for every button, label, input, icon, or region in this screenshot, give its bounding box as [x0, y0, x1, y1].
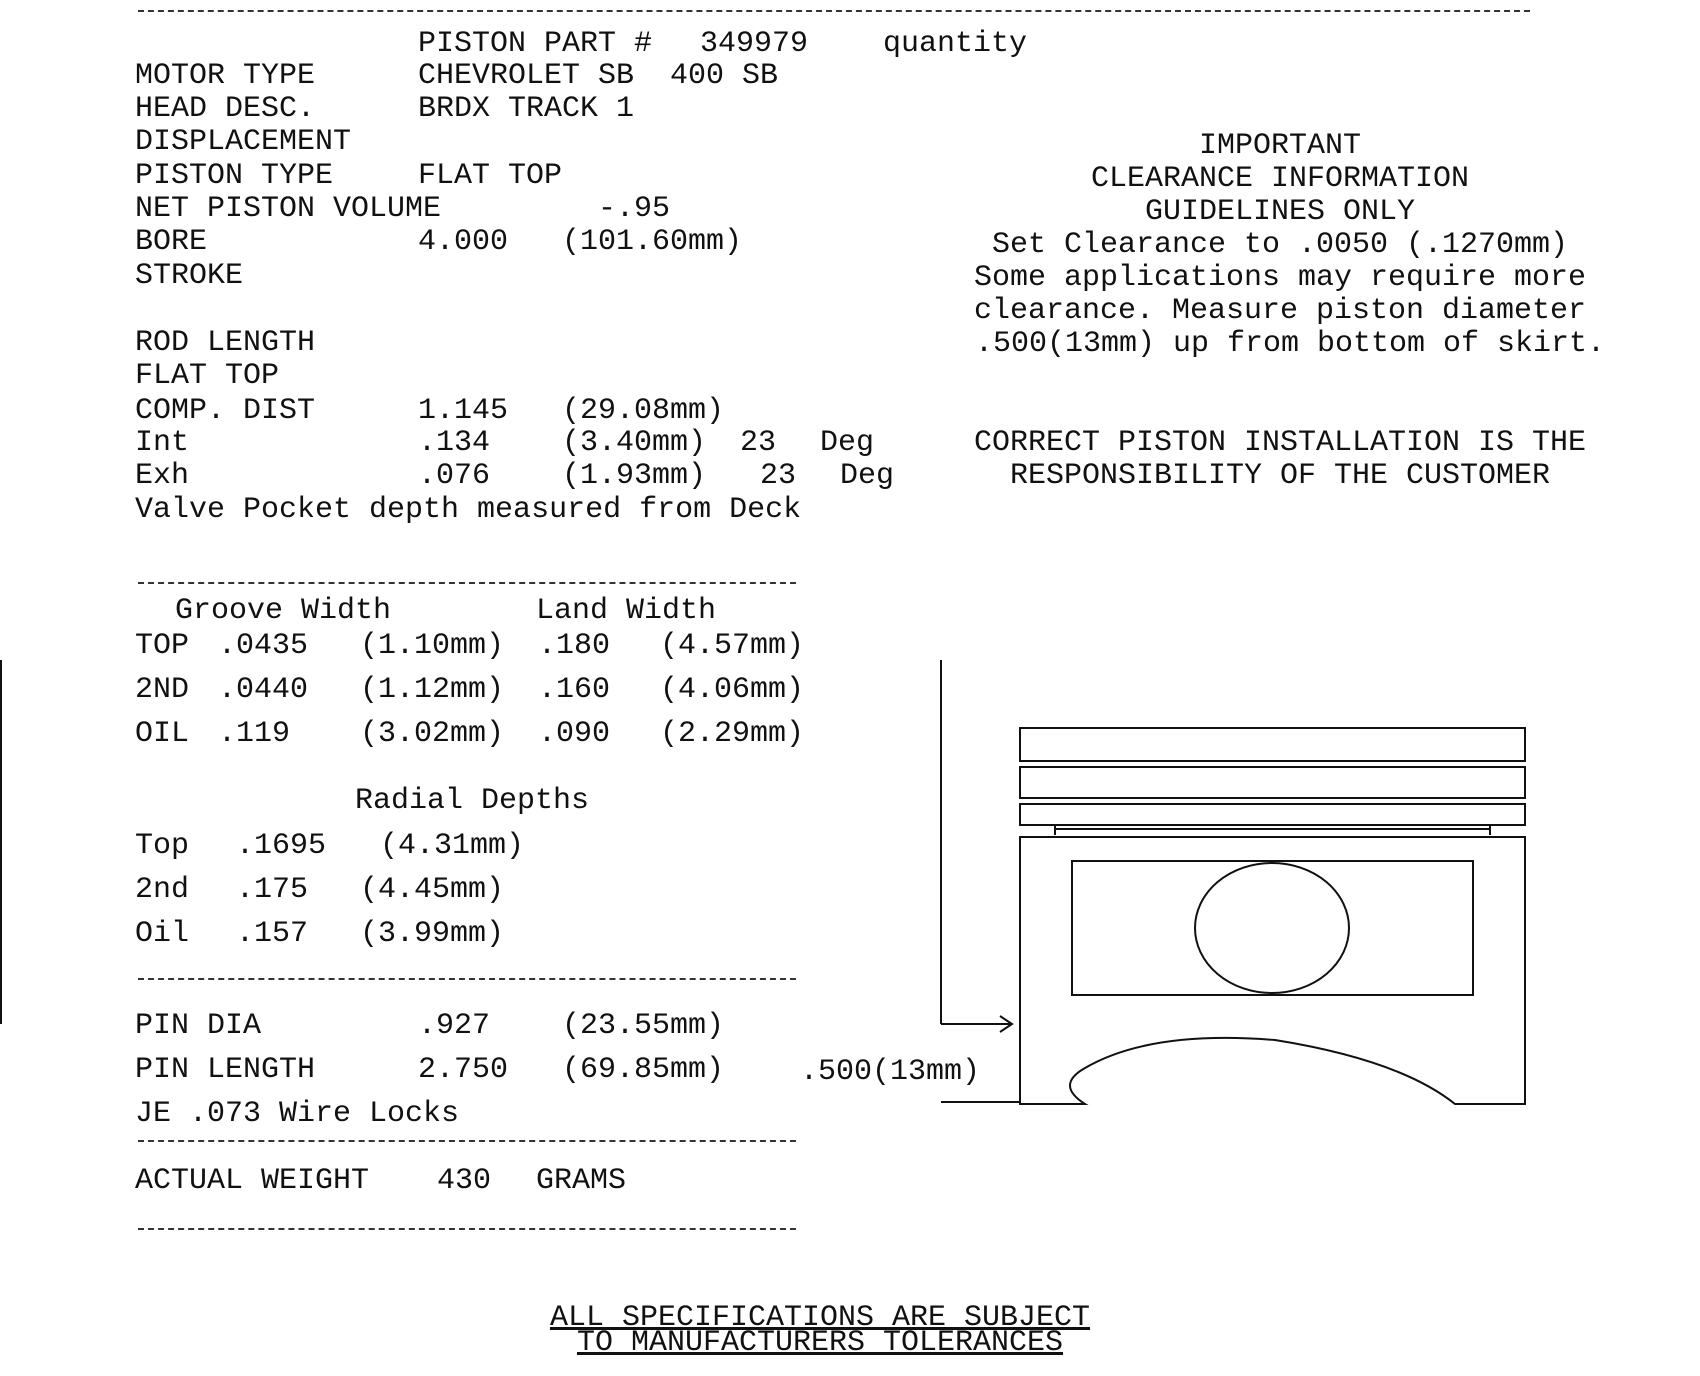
- clearance-set: Set Clearance to .0050 (.1270mm): [991, 228, 1569, 262]
- ring-2nd-groove-mm: (1.12mm): [360, 673, 505, 707]
- ring-top-land: .180: [538, 629, 611, 663]
- clearance-note-2: clearance. Measure piston diameter: [973, 294, 1587, 328]
- bore-metric: (101.60mm): [562, 225, 743, 259]
- radial-top-mm: (4.31mm): [380, 829, 525, 863]
- quantity-label: quantity: [883, 27, 1028, 61]
- radial-2nd-value: .175: [236, 873, 309, 907]
- ring-2nd-land-mm: (4.06mm): [660, 673, 805, 707]
- radial-oil-value: .157: [236, 917, 309, 951]
- exh-deg-unit: Deg: [840, 459, 895, 493]
- ring-land-oil: [1020, 804, 1525, 825]
- exh-value: .076: [418, 459, 491, 493]
- bore-label: BORE: [135, 225, 208, 259]
- ring-land-second: [1020, 767, 1525, 798]
- ring-2nd-land: .160: [538, 673, 611, 707]
- net-piston-volume-label: NET PISTON VOLUME: [135, 192, 442, 226]
- head-desc-value: BRDX TRACK 1: [418, 92, 635, 126]
- clearance-note-3: .500(13mm) up from bottom of skirt.: [974, 327, 1606, 361]
- pin-boss-window: [1072, 861, 1473, 995]
- rule-weight: [138, 1140, 796, 1142]
- radial-2nd-name: 2nd: [135, 873, 190, 907]
- net-piston-volume-value: -.95: [598, 192, 671, 226]
- piston-drawing: [930, 650, 1630, 1110]
- radial-oil-mm: (3.99mm): [360, 917, 505, 951]
- pin-length-mm: (69.85mm): [562, 1053, 725, 1087]
- land-width-header: Land Width: [536, 594, 717, 628]
- int-metric: (3.40mm): [562, 426, 707, 460]
- pin-dia-value: .927: [418, 1009, 491, 1043]
- ring-2nd-name: 2ND: [135, 673, 190, 707]
- comp-dist-metric: (29.08mm): [562, 394, 725, 428]
- exh-metric: (1.93mm): [562, 459, 707, 493]
- pin-hole: [1195, 863, 1349, 993]
- rule-bottom: [138, 1228, 796, 1230]
- ring-top-land-mm: (4.57mm): [660, 629, 805, 663]
- skirt-measure-label: .500(13mm): [800, 1055, 981, 1089]
- responsibility-line-2: RESPONSIBILITY OF THE CUSTOMER: [1009, 459, 1551, 493]
- pin-dia-label: PIN DIA: [135, 1009, 262, 1043]
- clearance-guidelines: GUIDELINES ONLY: [1144, 195, 1416, 229]
- responsibility-line-1: CORRECT PISTON INSTALLATION IS THE: [973, 426, 1587, 460]
- displacement-label: DISPLACEMENT: [135, 125, 352, 159]
- stroke-label: STROKE: [135, 259, 244, 293]
- clearance-heading: CLEARANCE INFORMATION: [1090, 162, 1470, 196]
- bore-value: 4.000: [418, 225, 509, 259]
- ring-oil-groove: .119: [218, 717, 291, 751]
- comp-dist-label: COMP. DIST: [135, 394, 316, 428]
- actual-weight-unit: GRAMS: [536, 1164, 627, 1198]
- actual-weight-label: ACTUAL WEIGHT: [135, 1164, 370, 1198]
- valve-pocket-note: Valve Pocket depth measured from Deck: [135, 493, 802, 527]
- clearance-important: IMPORTANT: [1198, 129, 1362, 163]
- piston-type-value: FLAT TOP: [418, 159, 563, 193]
- radial-top-name: Top: [135, 829, 190, 863]
- ring-oil-name: OIL: [135, 717, 190, 751]
- footer-line-1: ALL SPECIFICATIONS ARE SUBJECT: [549, 1301, 1091, 1335]
- ring-oil-groove-mm: (3.02mm): [360, 717, 505, 751]
- piston-diagram: [0, 0, 730, 1100]
- rod-length-label: ROD LENGTH: [135, 326, 316, 360]
- pin-length-label: PIN LENGTH: [135, 1053, 316, 1087]
- radial-2nd-mm: (4.45mm): [360, 873, 505, 907]
- radial-top-value: .1695: [236, 829, 327, 863]
- radial-depths-header: Radial Depths: [355, 784, 590, 818]
- piston-part-label: PISTON PART #: [418, 27, 653, 61]
- ring-land-top: [1020, 728, 1525, 761]
- flat-top-label: FLAT TOP: [135, 359, 280, 393]
- int-value: .134: [418, 426, 491, 460]
- ring-oil-land: .090: [538, 717, 611, 751]
- footer-line-2: TO MANUFACTURERS TOLERANCES: [576, 1326, 1064, 1360]
- int-label: Int: [135, 426, 190, 460]
- head-desc-label: HEAD DESC.: [135, 92, 316, 126]
- ring-2nd-groove: .0440: [218, 673, 309, 707]
- motor-type-value: CHEVROLET SB 400 SB: [418, 59, 779, 93]
- ring-top-name: TOP: [135, 629, 190, 663]
- clearance-note-1: Some applications may require more: [973, 261, 1587, 295]
- pin-dia-mm: (23.55mm): [562, 1009, 725, 1043]
- actual-weight-value: 430: [437, 1164, 492, 1198]
- exh-label: Exh: [135, 459, 190, 493]
- int-deg-unit: Deg: [820, 426, 875, 460]
- comp-dist-value: 1.145: [418, 394, 509, 428]
- ring-top-groove-mm: (1.10mm): [360, 629, 505, 663]
- ring-oil-land-mm: (2.29mm): [660, 717, 805, 751]
- piston-part-number: 349979: [700, 27, 809, 61]
- ring-top-groove: .0435: [218, 629, 309, 663]
- groove-width-header: Groove Width: [175, 594, 392, 628]
- piston-type-label: PISTON TYPE: [135, 159, 334, 193]
- wire-locks: JE .073 Wire Locks: [135, 1097, 460, 1131]
- pin-length-value: 2.750: [418, 1053, 509, 1087]
- int-deg: 23: [740, 426, 777, 460]
- motor-type-label: MOTOR TYPE: [135, 59, 316, 93]
- radial-oil-name: Oil: [135, 917, 190, 951]
- piston-body: [1020, 837, 1525, 1104]
- exh-deg: 23: [760, 459, 797, 493]
